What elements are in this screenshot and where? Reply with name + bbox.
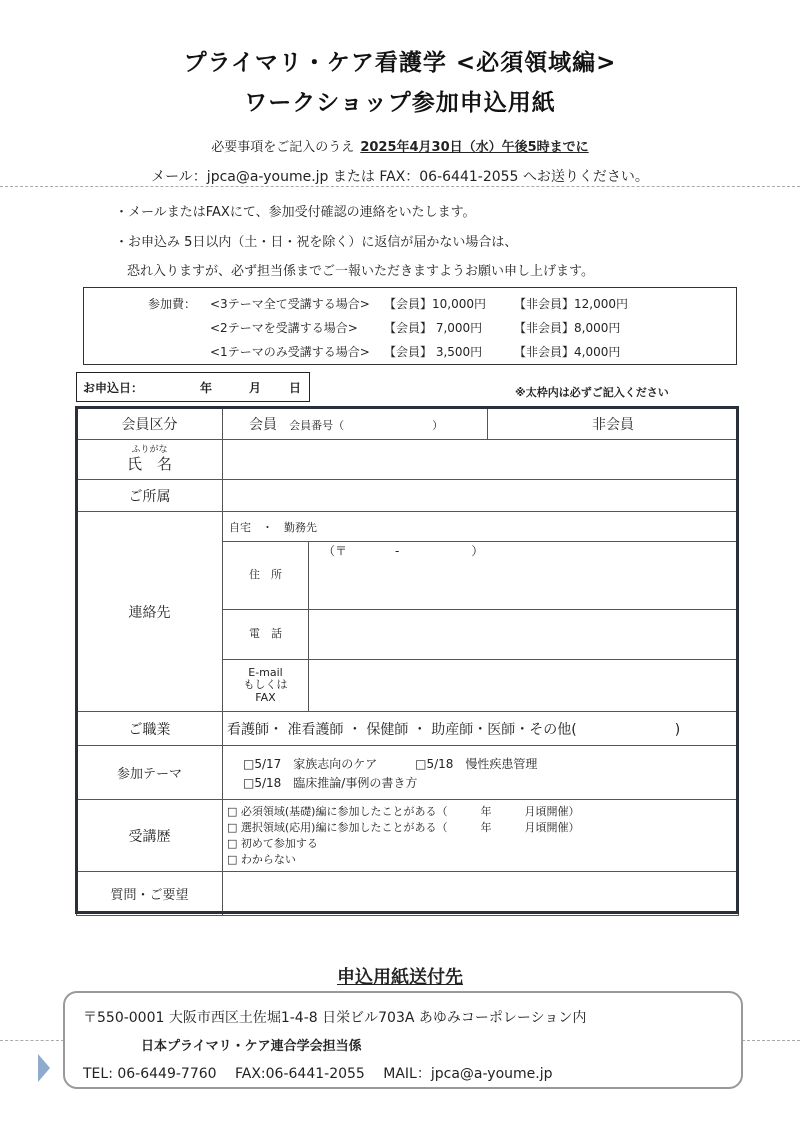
contact-type[interactable] <box>223 512 739 542</box>
fee-case-2: <2テーマを受講する場合> <box>210 321 358 335</box>
apply-date-year: 年 <box>200 380 213 395</box>
email-label-cell <box>223 660 309 712</box>
triangle-marker-icon <box>38 1054 50 1082</box>
postal-code: （〒 - ） <box>323 544 484 558</box>
history-option-3[interactable]: □ 初めて参加する <box>227 836 318 850</box>
fee-nonmember-3: 【非会員】12,000円 <box>514 297 628 311</box>
apply-date-label: お申込日： <box>83 380 144 395</box>
occupation-options-text: 看護師・ 准看護師 ・ 保健師 ・ 助産師・医師・その他( ) <box>227 721 681 738</box>
member-option: 会員 <box>249 416 277 433</box>
fee-member-2: 【会員】 7,000円 <box>384 321 483 335</box>
history-option-1[interactable]: □ 必須領域(基礎)編に参加したことがある（ 年 月頃開催） <box>227 804 580 818</box>
address-label: 住 所 <box>223 542 309 610</box>
send-to-address: 〒550-0001 大阪市西区土佐堀1-4-8 日栄ビル703A あゆみコーポレーション内 <box>83 1010 587 1026</box>
intro-deadline-line <box>0 136 800 155</box>
theme-option-1[interactable]: □5/17 家族志向のケア <box>243 756 378 771</box>
fee-member-1: 【会員】 3,500円 <box>384 345 483 359</box>
apply-date-day: 日 <box>289 380 302 395</box>
fee-nonmember-1: 【非会員】4,000円 <box>514 345 621 359</box>
history-option-2[interactable]: □ 選択領域(応用)編に参加したことがある（ 年 月頃開催） <box>227 820 580 834</box>
affiliation-input[interactable] <box>223 480 739 512</box>
name-label: 氏 名 <box>126 455 172 473</box>
note-3: 恐れ入りますが、必ず担当係までご一報いただきますようお願い申し上げます。 <box>127 264 594 279</box>
dashed-divider-right <box>742 1040 800 1041</box>
apply-date-month: 月 <box>249 380 262 395</box>
apply-date-box[interactable] <box>76 372 310 402</box>
theme-option-3[interactable]: □5/18 臨床推論/事例の書き方 <box>243 775 418 790</box>
theme-options[interactable] <box>223 746 739 800</box>
member-class-label: 会員区分 <box>77 408 223 440</box>
note-2: ・お申込み 5日以内（土・日・祝を除く）に返信が届かない場合は、 <box>115 235 518 250</box>
fee-case-1: <1テーマのみ受講する場合> <box>210 345 370 359</box>
send-to-box <box>63 991 743 1089</box>
questions-input[interactable] <box>223 872 739 916</box>
dashed-divider-left <box>0 1040 64 1041</box>
intro-lead: 必要事項をご記入のうえ <box>211 140 355 155</box>
send-to-contacts: TEL: 06-6449-7760 FAX:06-6441-2055 MAIL：jpca@a-youme.jp <box>83 1066 553 1082</box>
page-title-line2: ワークショップ参加申込用紙 <box>244 90 556 116</box>
contact-label: 連絡先 <box>77 512 223 712</box>
member-number: 会員番号（ ） <box>289 418 444 432</box>
email-label-1: E-mail <box>248 665 283 679</box>
name-input[interactable] <box>223 440 739 480</box>
send-to-title: 申込用紙送付先 <box>337 967 463 988</box>
deadline-date: 2025年4月30日（水）午後5時までに <box>360 140 589 155</box>
theme-row-1 <box>243 755 738 772</box>
phone-label: 電 話 <box>223 610 309 660</box>
fee-case-3: <3テーマ全て受講する場合> <box>210 297 370 311</box>
fee-nonmember-2: 【非会員】8,000円 <box>514 321 621 335</box>
fee-label: 参加費： <box>148 297 197 311</box>
fee-member-3: 【会員】10,000円 <box>384 297 486 311</box>
questions-label: 質問・ご要望 <box>77 872 223 916</box>
application-form <box>76 407 739 916</box>
email-input[interactable] <box>309 660 739 712</box>
history-options[interactable] <box>223 800 739 872</box>
history-label: 受講歴 <box>77 800 223 872</box>
theme-option-2[interactable]: □5/18 慢性疾患管理 <box>415 756 538 771</box>
phone-input[interactable] <box>309 610 739 660</box>
email-label-2: もしくは <box>243 678 288 692</box>
send-to-org: 日本プライマリ・ケア連合学会担当係 <box>141 1039 362 1054</box>
furigana-label: ふりがな <box>131 445 168 455</box>
occupation-options[interactable] <box>223 712 739 746</box>
required-note: ※太枠内は必ずご記入ください <box>515 386 669 399</box>
fee-box <box>83 287 737 365</box>
affiliation-label: ご所属 <box>77 480 223 512</box>
nonmember-option[interactable]: 非会員 <box>488 408 739 440</box>
occupation-label: ご職業 <box>77 712 223 746</box>
history-option-4[interactable]: □ わからない <box>227 852 296 866</box>
page-title-line1: プライマリ・ケア看護学 <必須領域編> <box>183 50 617 76</box>
name-label-cell <box>77 440 223 480</box>
email-label-3: FAX <box>255 690 276 704</box>
member-cell[interactable] <box>223 408 488 440</box>
dashed-divider <box>0 186 800 187</box>
note-1: ・メールまたはFAXにて、参加受付確認の連絡をいたします。 <box>115 205 476 220</box>
intro-contact: メール：jpca@a-youme.jp または FAX：06-6441-2055 へお送りください。 <box>151 169 649 185</box>
address-input[interactable] <box>309 542 739 610</box>
theme-label: 参加テーマ <box>77 746 223 800</box>
contact-type-text: 自宅 ・ 勤務先 <box>229 520 317 534</box>
